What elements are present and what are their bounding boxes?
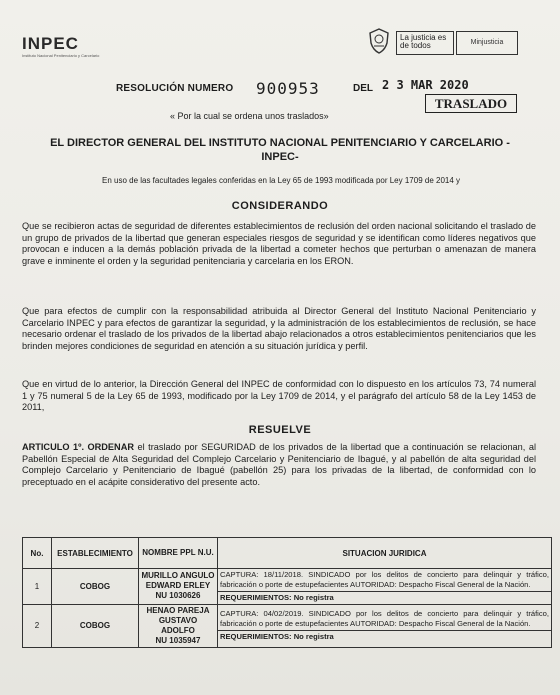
row-2-nombre: HENAO PAREJA GUSTAVO ADOLFO [146, 605, 210, 635]
row-1-situacion-cell [218, 569, 552, 605]
resolution-number: 900953 [256, 79, 320, 98]
paragraph-1: Que se recibieron actas de seguridad de diferentes establecimientos de reclusión del orden nacional solicitando el traslado de un grupo de privados de la libertad que generan especiales riesgos de seguridad y se identifican como líderes negativos que provocan e inducen a la demás población privada de la libertad a cometer hechos que perturban o amenazan de manera grave e inminente el orden y la seguridad penitenciaria y carcelaria en los ERON. [22, 221, 536, 266]
gov-slogan-box [396, 31, 454, 55]
col-header-nombre: NOMBRE PPL N.U. [139, 538, 218, 569]
resolution-subtitle: « Por la cual se ordena unos traslados» [170, 111, 329, 121]
inpec-logo-text: INPEC [22, 34, 79, 53]
articulo-1 [22, 442, 536, 488]
uso-facultades-line: En uso de las facultades legales conferidas en la Ley 65 de 1993 modificada por Ley 1709 de 2014 y [101, 176, 461, 185]
row-2-requerimientos: REQUERIMIENTOS: No registra [218, 630, 551, 643]
considerando-heading: CONSIDERANDO [231, 200, 329, 212]
col-header-situacion: SITUACION JURIDICA [218, 538, 552, 569]
gov-slogan-text: La justicia es de todos [400, 33, 447, 50]
row-2-nu: NU 1035947 [155, 635, 201, 645]
paragraph-2: Que para efectos de cumplir con la responsabilidad atribuida al Director General del Instituto Nacional Penitenciario y Carcelario INPEC y para efectos de garantizar la seguridad, y la administración de los establecimientos de reclusión, se hace necesario ordenar el traslado de los privados de la libertad abajo relacionados a otros establecimientos penitenciarios que les brinden mejores condiciones de seguridad en atención a su situación jurídica y perfil. [22, 306, 536, 351]
row-2-nombre-cell [139, 604, 218, 647]
traslado-stamp: TRASLADO [425, 94, 517, 113]
row-1-no: 1 [23, 569, 52, 605]
row-2-no: 2 [23, 604, 52, 647]
row-1-nombre: MURILLO ANGULO EDWARD ERLEY [141, 571, 215, 591]
row-1-situacion: CAPTURA: 18/11/2018. SINDICADO por los delitos de concierto para delinquir y tráfico, fabricación o porte de estupefacientes AUTORIDAD: Despacho Fiscal General de la Nación. [220, 570, 549, 589]
table-row [23, 604, 552, 647]
col-header-establecimiento: ESTABLECIMIENTO [52, 538, 139, 569]
inpec-logo [22, 34, 99, 58]
row-2-situacion: CAPTURA: 04/02/2019. SINDICADO por los delitos de concierto para delinquir y tráfico, fabricación o porte de estupefacientes AUTORIDAD: Despacho Fiscal General de la Nación. [220, 609, 549, 628]
table-row [23, 569, 552, 605]
row-1-establecimiento: COBOG [52, 569, 139, 605]
resolution-date: 2 3 MAR 2020 [382, 78, 469, 92]
resolution-del-label: DEL [353, 83, 373, 94]
row-2-establecimiento: COBOG [52, 604, 139, 647]
articulo-1-label: ARTICULO 1º. ORDENAR [22, 442, 134, 452]
row-1-requerimientos: REQUERIMIENTOS: No registra [218, 591, 551, 604]
resolution-label: RESOLUCIÓN NUMERO [116, 83, 234, 94]
table-header-row [23, 538, 552, 569]
ministry-box [456, 31, 518, 55]
resuelve-heading: RESUELVE [248, 424, 312, 436]
colombia-seal-icon [368, 28, 390, 54]
articulo-1-text: el traslado por SEGURIDAD de los privados de la libertad que a continuación se relacionan, al Pabellón Especial de Alta Seguridad del Complejo Carcelario y Penitenciario de Ibagué, y al pabellón de alta seguridad del Complejo Carcelario y Penitenciario de Ibagué (pabellón 25) para los privadas de la libertad, de conformidad con lo preceptuado en el acápite considerativo del presente acto. [22, 442, 536, 487]
row-2-situacion-cell [218, 604, 552, 647]
row-1-nu: NU 1030626 [155, 591, 201, 601]
director-heading: EL DIRECTOR GENERAL DEL INSTITUTO NACIONAL PENITENCIARIO Y CARCELARIO - INPEC- [50, 137, 510, 163]
paragraph-3: Que en virtud de lo anterior, la Dirección General del INPEC de conformidad con lo dispuesto en los artículos 73, 74 numeral 1 y 75 numeral 5 de la Ley 65 de 1993, modificado por la Ley 1709 de 2014, y el parágrafo del artículo 58 de la Ley 1453 de 2011, [22, 379, 536, 412]
ppl-table [22, 537, 552, 648]
col-header-no: No. [23, 538, 52, 569]
ministry-text: Minjusticia [470, 39, 504, 46]
row-1-nombre-cell [139, 569, 218, 605]
inpec-logo-subtext: Instituto Nacional Penitenciario y Carcelario [22, 53, 100, 58]
